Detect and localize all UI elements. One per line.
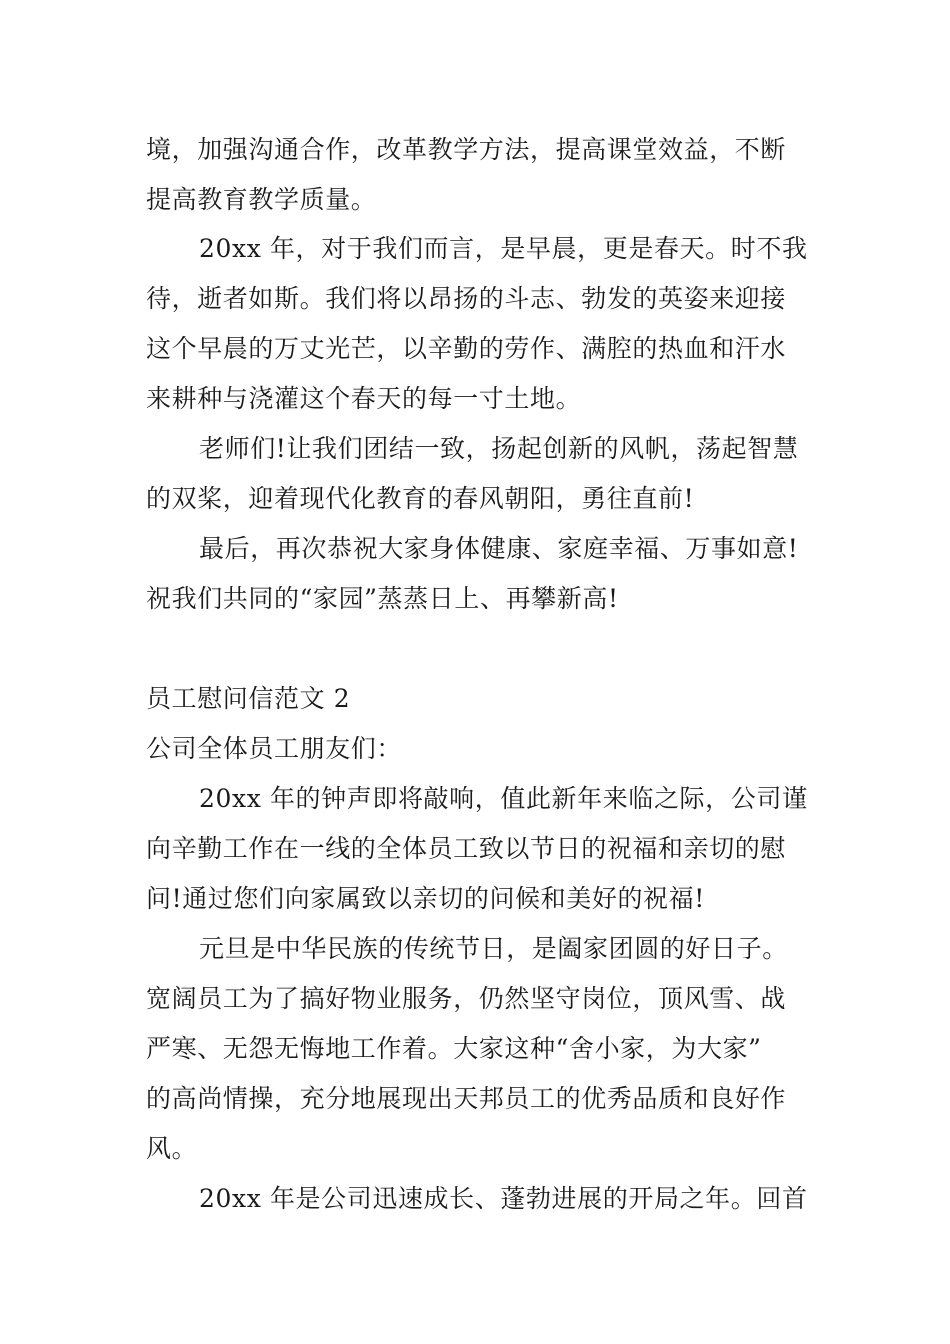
paragraph-line: 的双桨，迎着现代化教育的春风朝阳，勇往直前! xyxy=(146,484,695,513)
paragraph-line: 宽阔员工为了搞好物业服务，仍然坚守岗位，顶风雪、战 xyxy=(146,984,787,1013)
paragraph-line: 元旦是中华民族的传统节日，是阖家团圆的好日子。 xyxy=(199,934,788,963)
paragraph-line: 严寒、无怨无悔地工作着。大家这种“舍小家，为大家” xyxy=(146,1034,762,1063)
paragraph-line: 20xx 年的钟声即将敲响，值此新年来临之际，公司谨 xyxy=(199,784,808,813)
paragraph-line: 向辛勤工作在一线的全体员工致以节日的祝福和亲切的慰 xyxy=(146,834,787,863)
paragraph-line: 祝我们共同的“家园”蒸蒸日上、再攀新高! xyxy=(146,584,619,613)
paragraph-line: 待，逝者如斯。我们将以昂扬的斗志、勃发的英姿来迎接 xyxy=(146,284,787,313)
paragraph-line: 问!通过您们向家属致以亲切的问候和美好的祝福! xyxy=(146,884,705,913)
paragraph-line: 境，加强沟通合作，改革教学方法，提高课堂效益，不断 xyxy=(146,135,787,164)
paragraph-line: 来耕种与浇灌这个春天的每一寸土地。 xyxy=(146,384,582,413)
paragraph-line: 最后，再次恭祝大家身体健康、家庭幸福、万事如意! xyxy=(199,534,799,563)
paragraph-line: 老师们!让我们团结一致，扬起创新的风帆，荡起智慧 xyxy=(199,434,799,463)
greeting: 公司全体员工朋友们： xyxy=(146,734,403,763)
paragraph-line: 提高教育教学质量。 xyxy=(146,185,377,214)
paragraph-line: 这个早晨的万丈光芒，以辛勤的劳作、满腔的热血和汗水 xyxy=(146,334,787,363)
paragraph-line: 的高尚情操，充分地展现出天邦员工的优秀品质和良好作 xyxy=(146,1084,787,1113)
paragraph-line: 20xx 年是公司迅速成长、蓬勃进展的开局之年。回首 xyxy=(199,1184,808,1213)
paragraph-line: 风。 xyxy=(146,1134,198,1163)
paragraph-line: 20xx 年，对于我们而言，是早晨，更是春天。时不我 xyxy=(199,234,808,263)
section-title: 员工慰问信范文 2 xyxy=(146,684,351,713)
